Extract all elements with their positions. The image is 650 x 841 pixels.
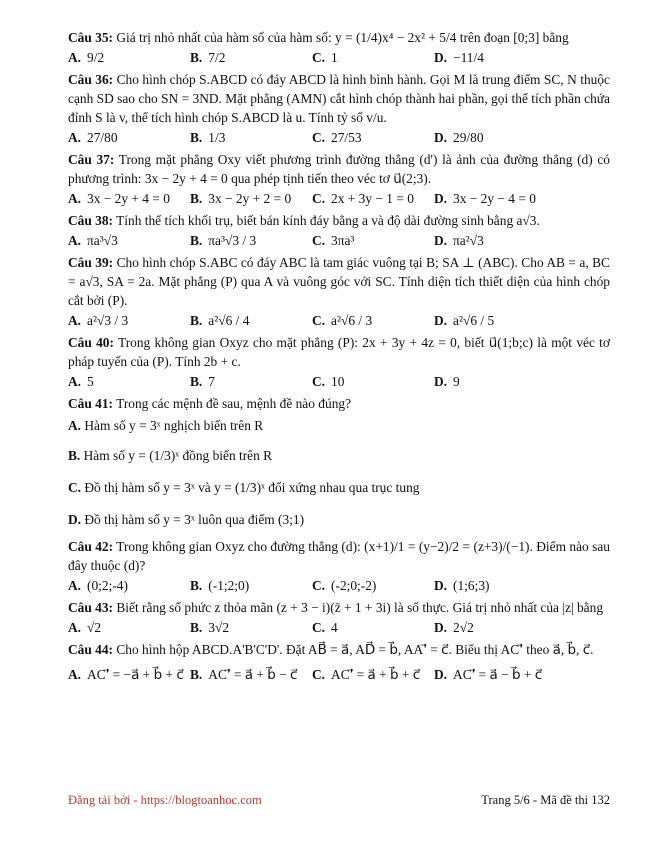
- options-40: A. 5 B. 7 C. 10 D. 9: [68, 374, 460, 389]
- options-37: A. 3x − 2y + 4 = 0 B. 3x − 2y + 2 = 0 C. 2x + 3y − 1 = 0 D. 3x − 2y − 4 = 0: [68, 191, 536, 206]
- options-42: A. (0;2;-4) B. (-1;2;0) C. (-2;0;-2) D. (1;6;3): [68, 578, 490, 593]
- question-35: Câu 35: Giá trị nhỏ nhất của hàm số của hàm số: y = (1/4)x⁴ − 2x² + 5/4 trên đoạn [0;3] bằng A. 9/2 B. 7/2 C. 1 D. −11/4: [68, 28, 610, 67]
- question-41: Câu 41: Trong các mệnh đề sau, mệnh đề nào đúng? A. Hàm số y = 3ˣ nghịch biến trên R B. Hàm số y = (1/3)ˣ đồng biến trên R C. Đồ thị hàm số y = 3ˣ và y = (1/3)ˣ đối xứng nhau qua trục tung D. Đồ thị hàm số y = 3ˣ luôn qua điểm (3;1): [68, 394, 610, 531]
- options-36: A. 27/80 B. 1/3 C. 27/53 D. 29/80: [68, 130, 484, 145]
- question-43: Câu 43: Biết rằng số phức z thỏa mãn (z + 3 − i)(z̄ + 1 + 3i) là số thực. Giá trị nhỏ nhất của |z| bằng A. √2 B. 3√2 C. 4 D. 2√2: [68, 598, 610, 637]
- options-39: A. a²√3 / 3 B. a²√6 / 4 C. a²√6 / 3 D. a²√6 / 5: [68, 313, 495, 328]
- options-41: A. Hàm số y = 3ˣ nghịch biến trên R B. Hàm số y = (1/3)ˣ đồng biến trên R C. Đồ thị hàm số y = 3ˣ và y = (1/3)ˣ đối xứng nhau qua trục tung D. Đồ thị hàm số y = 3ˣ luôn qua điểm (3;1): [68, 418, 420, 527]
- page-number: Trang 5/6 - Mã đề thi 132: [481, 793, 610, 807]
- question-37: Câu 37: Trong mặt phẳng Oxy viết phương trình đường thẳng (d') là ảnh của đường thẳng (d) có phương trình: 3x − 2y + 4 = 0 qua phép tịnh tiến theo véc tơ u⃗(2;3). A. 3x − 2y + 4 = 0 B. 3x − 2y + 2 = 0 C. 2x + 3y − 1 = 0 D. 3x − 2y − 4 = 0: [68, 152, 611, 206]
- options-38: A. πa³√3 B. πa³√3 / 3 C. 3πa³ D. πa²√3: [68, 233, 484, 248]
- question-40: Câu 40: Trong không gian Oxyz cho mặt phẳng (P): 2x + 3y + 4z = 0, biết u⃗(1;b;c) là một véc tơ pháp tuyến của (P). Tính 2b + c. A. 5 B. 7 C. 10 D. 9: [68, 335, 610, 389]
- question-44: Câu 44: Cho hình hộp ABCD.A'B'C'D'. Đặt AB⃗ = a⃗, AD⃗ = b⃗, AA'⃗ = c⃗. Biểu thị AC'⃗ theo a⃗, b⃗, c⃗. A. AC'⃗ = −a⃗ + b⃗ + c⃗ B. AC'⃗ = a⃗ + b⃗ − c⃗ C. AC'⃗ = a⃗ + b⃗ + c⃗ D. AC'⃗ = a⃗ − b⃗ + c⃗: [68, 640, 610, 684]
- question-42: Câu 42: Trong không gian Oxyz cho đường thẳng (d): (x+1)/1 = (y−2)/2 = (z+3)/(−1). Điểm nào sau đây thuộc (d)? A. (0;2;-4) B. (-1;2;0) C. (-2;0;-2) D. (1;6;3): [68, 539, 610, 593]
- options-44: A. AC'⃗ = −a⃗ + b⃗ + c⃗ B. AC'⃗ = a⃗ + b⃗ − c⃗ C. AC'⃗ = a⃗ + b⃗ + c⃗ D. AC'⃗ = a⃗ − b⃗ + c⃗: [68, 667, 543, 682]
- question-38: Câu 38: Tính thể tích khối trụ, biết bán kính đáy bằng a và độ dài đường sinh bằng a√3. A. πa³√3 B. πa³√3 / 3 C. 3πa³ D. πa²√3: [68, 211, 610, 250]
- options-35: A. 9/2 B. 7/2 C. 1 D. −11/4: [68, 50, 484, 65]
- options-43: A. √2 B. 3√2 C. 4 D. 2√2: [68, 620, 474, 635]
- question-36: Câu 36: Cho hình chóp S.ABCD có đáy ABCD là hình bình hành. Gọi M là trung điểm SC, N thuộc cạnh SD sao cho SN = 3ND. Mặt phẳng (AMN) cắt hình chóp thành hai phần, gọi thể tích phần chứa đỉnh S là v, thể tích hình chóp S.ABCD là u. Tính tỷ số v/u. A. 27/80 B. 1/3 C. 27/53 D. 29/80: [68, 72, 610, 145]
- question-39: Câu 39: Cho hình chóp S.ABC có đáy ABC là tam giác vuông tại B; SA ⊥ (ABC). Cho AB = a, BC = a√3, SA = 2a. Mặt phẳng (P) qua A và vuông góc với SC. Tính diện tích thiết diện của hình chóp cắt bởi (P). A. a²√3 / 3 B. a²√6 / 4 C. a²√6 / 3 D. a²√6 / 5: [68, 255, 610, 328]
- page-footer: [68, 793, 610, 808]
- source-link[interactable]: Đăng tải bởi - https://blogtoanhoc.com: [68, 793, 262, 807]
